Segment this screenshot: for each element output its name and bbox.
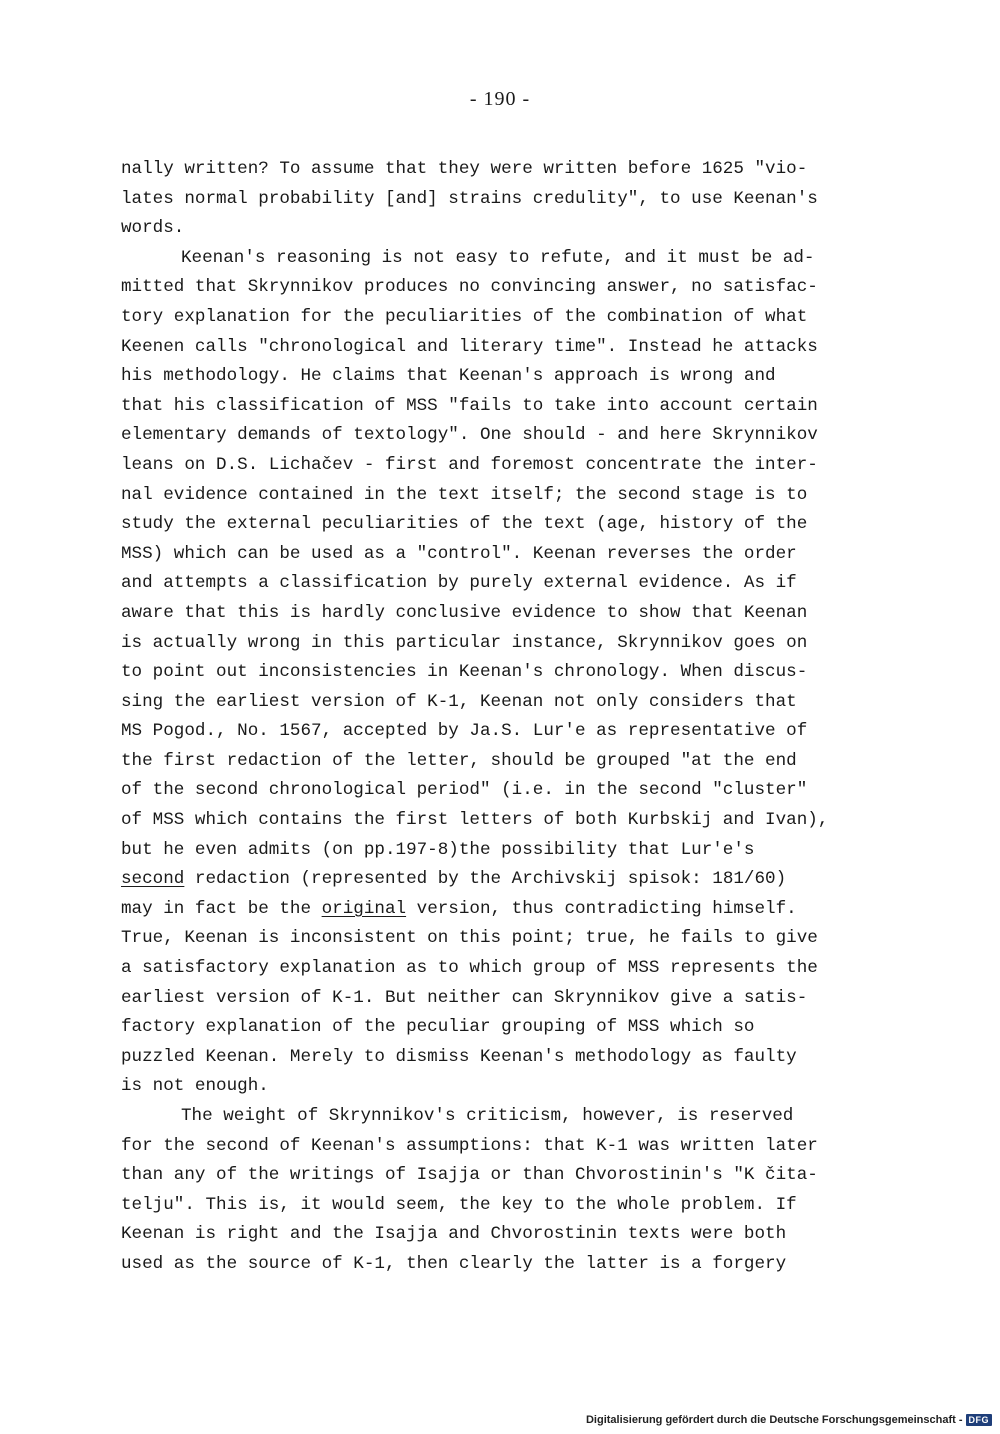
text-line: earliest version of K-1. But neither can Skrynnikov give a satis-: [121, 987, 808, 1008]
text-line: may in fact be the original version, thus contradicting himself.: [121, 898, 797, 919]
text-line: MSS) which can be used as a "control". Keenan reverses the order: [121, 543, 797, 564]
dfg-logo: DFG: [966, 1414, 993, 1426]
text-line: The weight of Skrynnikov's criticism, however, is reserved: [181, 1106, 794, 1126]
text-line: but he even admits (on pp.197-8)the possibility that Lur'e's: [121, 839, 755, 860]
text-line: lates normal probability [and] strains credulity", to use Keenan's: [121, 188, 818, 209]
text-line: Keenen calls "chronological and literary time". Instead he attacks: [121, 336, 818, 357]
text-line: is actually wrong in this particular instance, Skrynnikov goes on: [121, 632, 808, 653]
text-line: sing the earliest version of K-1, Keenan not only considers that: [121, 691, 797, 712]
text-line: True, Keenan is inconsistent on this point; true, he fails to give: [121, 928, 818, 949]
body-text: [121, 155, 921, 1280]
text-line: elementary demands of textology". One should - and here Skrynnikov: [121, 425, 818, 446]
text-line: for the second of Keenan's assumptions: that K-1 was written later: [121, 1135, 818, 1156]
text-line: aware that this is hardly conclusive evidence to show that Keenan: [121, 602, 808, 623]
text-line: second redaction (represented by the Archivskij spisok: 181/60): [121, 869, 787, 890]
text-line: of the second chronological period" (i.e. in the second "cluster": [121, 780, 808, 801]
text-line: the first redaction of the letter, should be grouped "at the end: [121, 750, 797, 771]
text-line: a satisfactory explanation as to which group of MSS represents the: [121, 958, 818, 979]
text-line: study the external peculiarities of the text (age, history of the: [121, 514, 808, 535]
footer: [586, 1414, 992, 1426]
text-line: to point out inconsistencies in Keenan's chronology. When discus-: [121, 662, 808, 683]
text-line: and attempts a classification by purely external evidence. As if: [121, 573, 797, 594]
text-line: Keenan is right and the Isajja and Chvorostinin texts were both: [121, 1224, 787, 1245]
text-line: his methodology. He claims that Keenan's approach is wrong and: [121, 366, 776, 387]
text-line: mitted that Skrynnikov produces no convincing answer, no satisfac-: [121, 277, 818, 298]
text-line: used as the source of K-1, then clearly the latter is a forgery: [121, 1253, 787, 1274]
underlined-word: original: [321, 898, 407, 919]
text-line: Keenan's reasoning is not easy to refute, and it must be ad-: [181, 247, 815, 268]
text-line: tory explanation for the peculiarities of the combination of what: [121, 306, 808, 327]
text-line: puzzled Keenan. Merely to dismiss Keenan's methodology as faulty: [121, 1046, 797, 1067]
text-line: words.: [121, 218, 185, 239]
text-line: MS Pogod., No. 1567, accepted by Ja.S. Lur'e as representative of: [121, 721, 808, 742]
footer-credit: Digitalisierung gefördert durch die Deutsche Forschungsgemeinschaft -: [585, 1414, 963, 1426]
text-line: telju". This is, it would seem, the key to the whole problem. If: [121, 1194, 797, 1215]
text-line: leans on D.S. Lichačev - first and foremost concentrate the inter-: [121, 454, 818, 475]
text-line: is not enough.: [121, 1076, 269, 1097]
text-line: that his classification of MSS "fails to take into account certain: [121, 395, 818, 416]
text-line: of MSS which contains the first letters of both Kurbskij and Ivan),: [121, 810, 829, 831]
text-line: factory explanation of the peculiar grouping of MSS which so: [121, 1017, 755, 1038]
text-line: than any of the writings of Isajja or than Chvorostinin's "K čita-: [121, 1165, 818, 1186]
underlined-word: second: [121, 869, 185, 890]
text-line: nal evidence contained in the text itself; the second stage is to: [121, 484, 808, 505]
page-number: - 190 -: [469, 88, 531, 110]
text-line: nally written? To assume that they were written before 1625 "vio-: [121, 159, 808, 179]
